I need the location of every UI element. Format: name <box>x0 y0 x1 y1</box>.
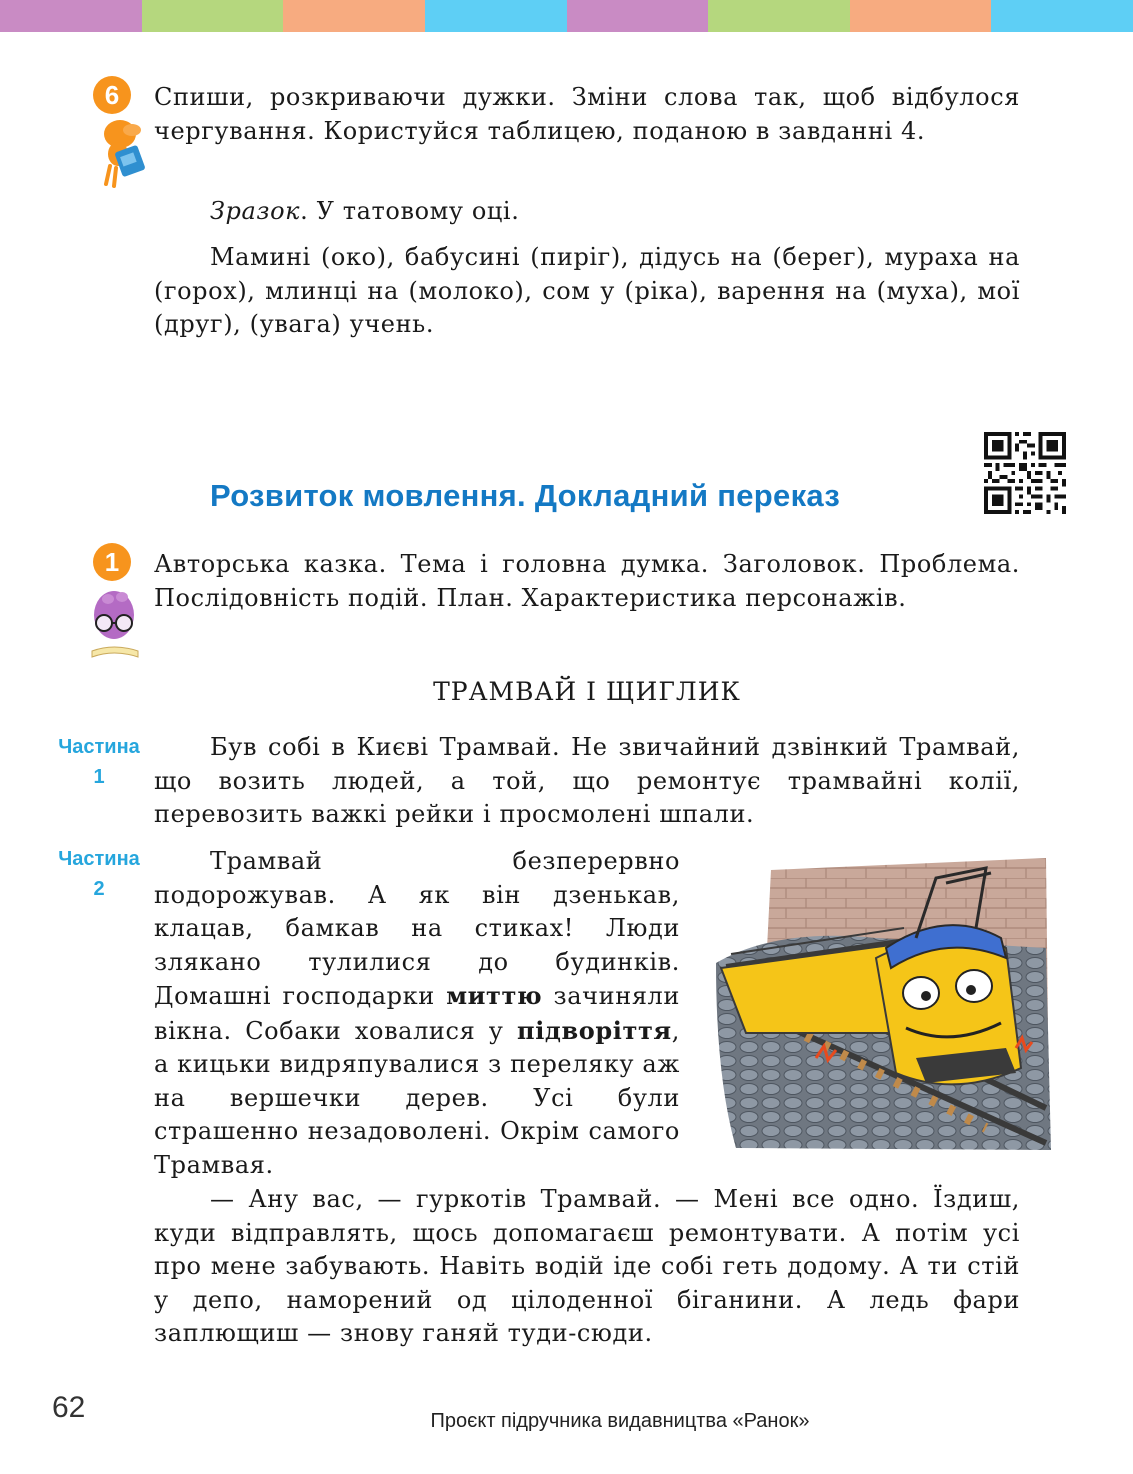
sample-text: . У татовому оці. <box>300 197 520 225</box>
yellow-tram-illustration-icon <box>716 858 1056 1150</box>
stripe-segment <box>991 0 1133 32</box>
part-number: 2 <box>93 878 105 900</box>
exercise-number: 1 <box>104 547 120 577</box>
exercise-number-badge <box>93 76 131 114</box>
sample-label: Зразок <box>210 197 301 225</box>
section-title: Розвиток мовлення. Докладний переказ <box>210 478 841 513</box>
page-number: 62 <box>52 1391 86 1424</box>
stripe-segment <box>708 0 850 32</box>
exercise-6-words: Мамині (око), бабусині (пиріг), дідусь на (берег), мураха на (горох), млинці на (молоко), сом у (ріка), варення на (муха), мої (друг), (увага) учень. <box>154 243 1020 338</box>
exercise-6-task: Спиши, розкриваючи дужки. Зміни слова так, щоб відбулося чергування. Користуйся таблицею, поданою в завданні 4. <box>154 83 1020 145</box>
vocabulary-word: миттю <box>446 981 543 1010</box>
stripe-segment <box>425 0 567 32</box>
exercise-number: 6 <box>104 80 120 110</box>
stripe-segment <box>283 0 425 32</box>
footer-publisher-text: Проєкт підручника видавництва «Ранок» <box>430 1410 810 1432</box>
stripe-segment <box>142 0 284 32</box>
text-fragment: Трамвай безперервно подорожував. А як він дзенькав, клацав, бамкав на стиках! Люди злякано тулилися до будинків. Домашні господарки <box>154 847 680 1010</box>
part-label: Частина <box>58 848 140 870</box>
top-color-stripe <box>0 0 1133 32</box>
exercise-number-badge <box>93 543 131 581</box>
story-part-2-dialogue: — Ану вас, — гуркотів Трамвай. — Мені все одно. Їздиш, куди відправлять, щось допомагаєш ремонтувати. А потім усі про мене забувають. Навіть водій іде собі геть додому. А ти стій у депо, наморений од цілоденної біганини. А ледь фари заплющиш — знову ганяй туди-сюди. <box>154 1185 1020 1347</box>
stripe-segment <box>0 0 142 32</box>
part-1-label <box>40 732 158 792</box>
stripe-segment <box>850 0 992 32</box>
purple-mascot-with-glasses-icon <box>86 585 144 663</box>
qr-code-icon <box>984 432 1066 514</box>
story-part-2-text <box>154 845 680 1182</box>
story-part-1-text: Був собі в Києві Трамвай. Не звичайний дзвінкий Трамвай, що возить людей, а той, що ремонтує трамвайні колії, перевозить важкі рейки і просмолені шпали. <box>154 733 1020 828</box>
part-label: Частина <box>58 736 140 758</box>
vocabulary-word: підворіття <box>517 1015 672 1045</box>
exercise-1-task: Авторська казка. Тема і головна думка. Заголовок. Проблема. Послідовність подій. План. Характеристика персонажів. <box>154 550 1020 612</box>
text-fragment: , а кицьки видряпувалися з переляку аж на вершечки дерев. Усі були страшенно незадоволені. Окрім самого Трамвая. <box>154 1016 680 1179</box>
exercise-6-sample <box>154 195 1020 229</box>
part-2-label <box>40 844 158 904</box>
orange-mascot-with-notebook-icon <box>98 118 150 188</box>
part-number: 1 <box>93 766 105 788</box>
text-fragment: зачиняли вікна. Собаки ховалися у <box>154 982 681 1045</box>
story-title: ТРАМВАЙ І ЩИГЛИК <box>433 677 741 706</box>
stripe-segment <box>567 0 709 32</box>
